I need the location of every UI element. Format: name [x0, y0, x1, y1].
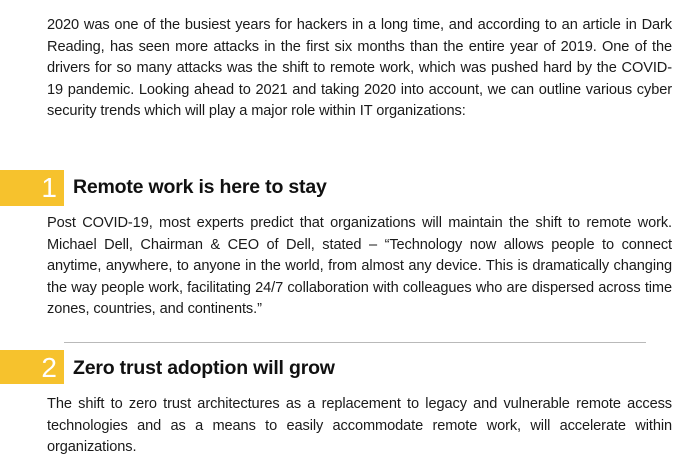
section-heading: Zero trust adoption will grow	[73, 357, 335, 379]
section-divider	[64, 342, 646, 343]
section-heading: Remote work is here to stay	[73, 176, 327, 198]
section-body: Post COVID-19, most experts predict that organizations will maintain the shift to remote work. Michael Dell, Chairman & CEO of Dell, stated – “Technology now allows people to connect anytime, anywhere, to anyone in the world, from almost any device. This is dramatically changing the way people work, facilitating 24/7 collaboration with colleagues who are dispersed across time zones, countries, and continents.”	[47, 215, 672, 317]
section-number-badge: 1	[0, 170, 64, 206]
section-number-badge: 2	[0, 350, 64, 384]
section-body: The shift to zero trust architectures as a replacement to legacy and vulnerable remote access technologies and as a means to easily accommodate remote work, will accelerate within organizations.	[47, 396, 672, 455]
intro-paragraph: 2020 was one of the busiest years for hackers in a long time, and according to an article in Dark Reading, has seen more attacks in the first six months than the entire year of 2019. One of the drivers for so many attacks was the shift to remote work, which was pushed hard by the COVID-19 pandemic. Looking ahead to 2021 and taking 2020 into account, we can outline various cyber security trends which will play a major role within IT organizations:	[47, 17, 672, 119]
